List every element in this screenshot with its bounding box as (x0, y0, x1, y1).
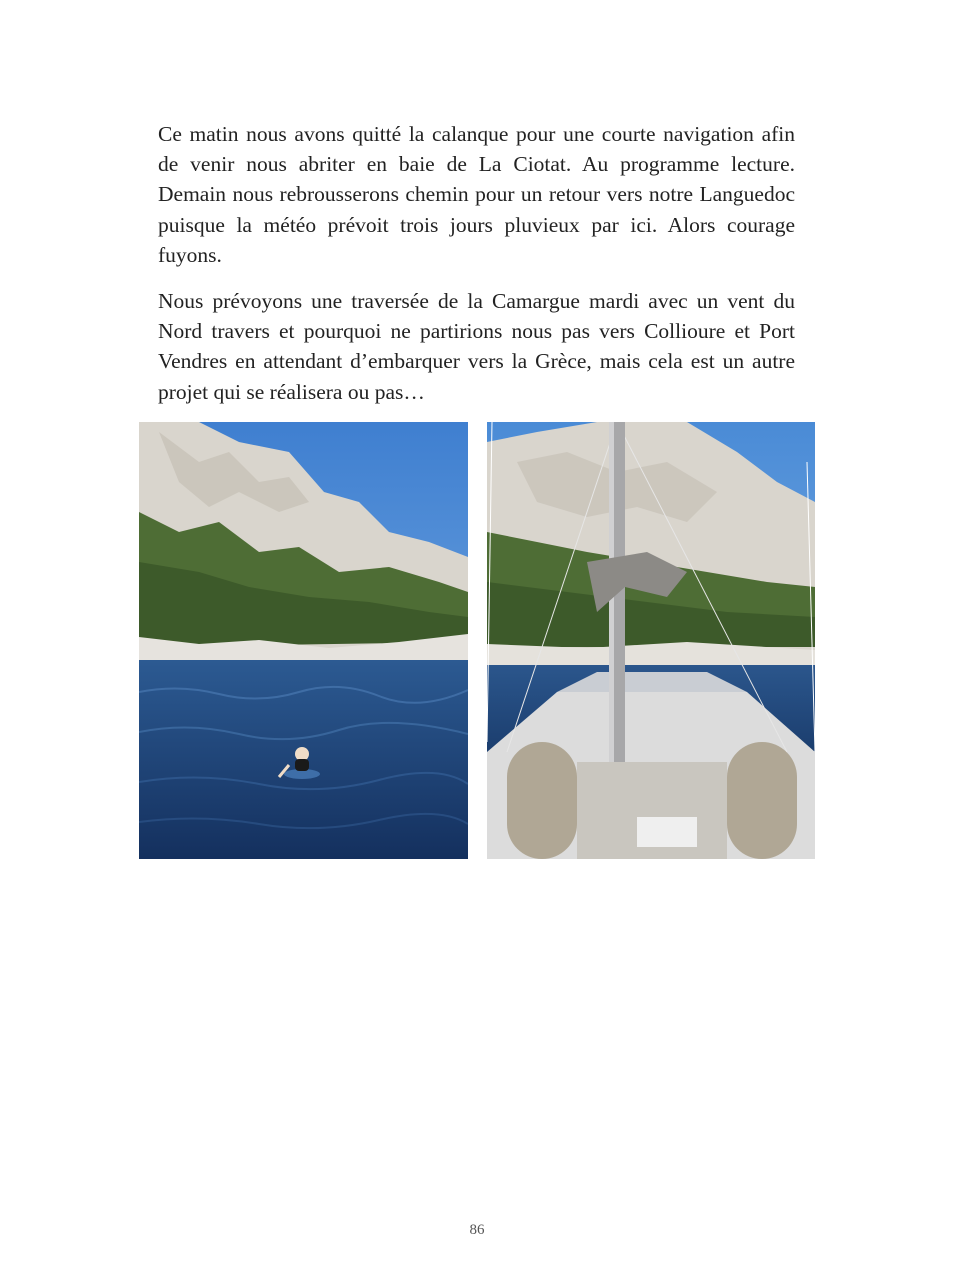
paragraph-2: Nous prévoyons une traversée de la Camargue mardi avec un vent du Nord travers et pourquoi ne partirions nous pas vers Collioure et Port Vendres en attendant d’embarquer vers la Grèce, mais cela est un autre projet qui se réalisera ou pas… (158, 289, 795, 404)
paragraph-1: Ce matin nous avons quitté la calanque pour une courte navigation afin de venir nous abriter en baie de La Ciotat. Au programme lecture. Demain nous rebrousserons chemin pour un retour vers notre Languedoc puisque la météo prévoit trois jours pluvieux par ici. Alors courage fuyons. (158, 122, 795, 267)
photo-swimmer-calanque (139, 422, 468, 859)
page-number: 86 (469, 1222, 485, 1238)
photo-sailboat-bow (487, 422, 815, 859)
